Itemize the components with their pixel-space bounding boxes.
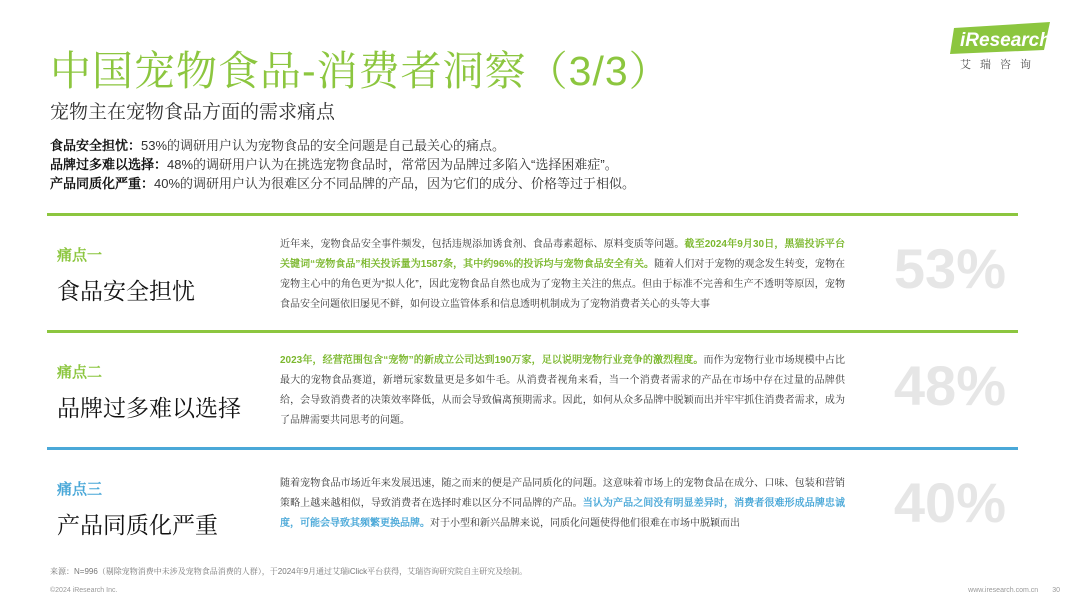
summary-label: 品牌过多难以选择： — [50, 157, 168, 172]
summary-label: 食品安全担忧： — [50, 138, 142, 153]
logo-cn-text: 艾瑞咨询 — [960, 59, 1040, 71]
iresearch-logo — [950, 20, 1054, 72]
pain-point-card — [47, 218, 1018, 328]
summary-item — [50, 174, 635, 193]
pain-point-name: 产品同质化严重 — [57, 512, 218, 538]
pain-point-percentage: 40% — [893, 471, 1006, 534]
pain-point-description: 近年来，宠物食品安全事件频发，包括违规添加诱食剂、食品毒素超标、原料变质等问题。截至2024年9月30日，黑猫投诉平台关键词“宠物食品”相关投诉量为1587条，其中约96%的投诉均与宠物食品安全有关。随着人们对于宠物的观念发生转变，宠物在宠物主心中的角色更为“拟人化”，因此宠物食品自然也成为了宠物主关注的焦点。但由于标准不完善和生产不透明等原因，宠物食品安全问题依旧屡见不鲜，如何设立监管体系和信息透明机制成为了宠物消费者关心的头等大事 — [280, 239, 846, 310]
summary-item — [50, 155, 635, 174]
summary-label: 产品同质化严重： — [50, 176, 155, 191]
summary-list — [50, 136, 635, 193]
divider-green — [47, 330, 1018, 333]
summary-text: 53%的调研用户认为宠物食品的安全问题是自己最关心的痛点。 — [141, 138, 506, 153]
pain-point-name: 品牌过多难以选择 — [57, 395, 241, 421]
page-subtitle: 宠物主在宠物食品方面的需求痛点 — [50, 102, 336, 123]
footer-right — [954, 587, 1060, 594]
pain-point-name: 食品安全担忧 — [57, 278, 195, 304]
pain-point-card — [47, 335, 1018, 445]
summary-text: 40%的调研用户认为很难区分不同品牌的产品，因为它们的成分、价格等过于相似。 — [154, 176, 636, 191]
pain-point-description: 随着宠物食品市场近年来发展迅速，随之而来的便是产品同质化的问题。这意味着市场上的宠物食品在成分、口味、包装和营销策略上越来越相似，导致消费者在选择时难以区分不同品牌的产品。当认为产品之间没有明显差异时，消费者很难形成品牌忠诚度，可能会导致其频繁更换品牌。对于小型和新兴品牌来说，同质化问题使得他们很难在市场中脱颖而出 — [280, 478, 846, 529]
highlight-text: 当认为产品之间没有明显差异时，消费者很难形成品牌忠诚度，可能会导致其频繁更换品牌。 — [280, 498, 846, 529]
divider-blue — [47, 447, 1018, 450]
highlight-text: 截至2024年9月30日，黑猫投诉平台关键词“宠物食品”相关投诉量为1587条，其中约96%的投诉均与宠物食品安全有关。 — [280, 239, 846, 270]
pain-point-percentage: 48% — [893, 354, 1006, 417]
copyright: ©2024 iResearch Inc. — [50, 587, 118, 594]
pain-point-card — [47, 452, 1018, 562]
page-number: 30 — [1052, 587, 1060, 594]
highlight-text: 2023年，经营范围包含“宠物”的新成立公司达到190万家，足以说明宠物行业竞争的激烈程度。 — [280, 355, 704, 366]
logo-text: iResearch — [960, 30, 1051, 51]
pain-point-description: 2023年，经营范围包含“宠物”的新成立公司达到190万家，足以说明宠物行业竞争的激烈程度。而作为宠物行业市场规模中占比最大的宠物食品赛道，新增玩家数量更是多如牛毛。从消费者视角来看，当一个消费者需求的产品在市场中存在过量的品牌供给，会导致消费者的决策效率降低，从而会导致偏离预期需求。因此，如何从众多品牌中脱颖而出并牢牢抓住消费者需求，成为了品牌需要共同思考的问题。 — [280, 355, 846, 426]
page-title: 中国宠物食品-消费者洞察（3/3） — [50, 48, 671, 94]
footer-url: www.iresearch.com.cn — [968, 587, 1039, 594]
pain-point-percentage: 53% — [893, 237, 1006, 300]
summary-item — [50, 136, 635, 155]
divider-green — [47, 213, 1018, 216]
pain-point-tag: 痛点二 — [57, 364, 103, 381]
pain-point-tag: 痛点三 — [57, 481, 103, 498]
summary-text: 48%的调研用户认为在挑选宠物食品时，常常因为品牌过多陷入“选择困难症”。 — [167, 157, 618, 172]
source-note: 来源：N=996（剔除宠物消费中未涉及宠物食品消费的人群），于2024年9月通过艾瑞iClick平台获得，艾瑞咨询研究院自主研究及绘制。 — [50, 567, 528, 576]
pain-point-tag: 痛点一 — [57, 247, 103, 264]
